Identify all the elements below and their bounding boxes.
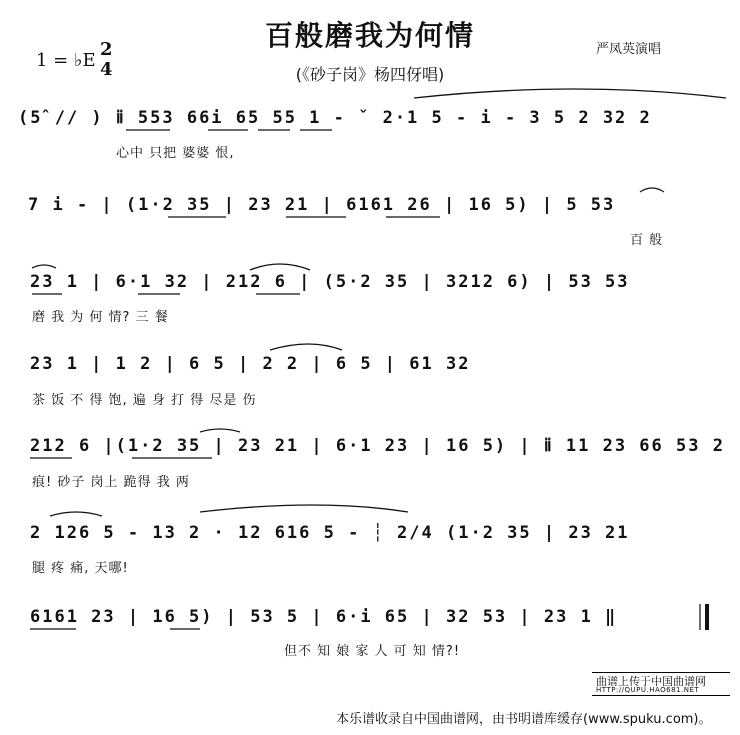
meter-top: 2 [100,39,113,60]
score-row-6-lyrics: 腿 疼 痛, 天哪! [32,561,129,576]
final-barline-thick [705,604,709,630]
slur-row4-a [270,344,342,350]
slur-row6-long [200,505,408,512]
page-title: 百般磨我为何情 [264,19,475,52]
score-row-4-lyrics: 茶 饭 不 得 饱, 遍 身 打 得 尽是 伤 [32,393,257,408]
slur-row2-a [640,188,664,192]
score-row-5-lyrics: 痕! 砂子 岗上 跪得 我 两 [32,475,190,490]
score-row-2-notes: 7 i - | (1·2 35 | 23 21 | 6161 26 | 16 5) | 5 53 [28,195,616,215]
slur-row3-b [32,265,56,268]
score-row-5-notes: 212 6 |(1·2 35 | 23 21 | 6·1 23 | 16 5) | ⅱ 11 23 66 53 2 [30,436,725,456]
score-row-6-notes: 2 126 5 - 13 2 · 12 616 5 - ┆ 2/4 (1·2 35 | 23 21 [30,523,630,543]
slur-row5-a [200,429,240,432]
score-row-2-lyrics: 百 般 [630,233,664,248]
slur-row1-long [414,89,726,98]
score-row-7-notes: 6161 23 | 16 5) | 53 5 | 6·i 65 | 32 53 | 23 1 ‖ [30,607,618,627]
score-row-1-notes: (5̂ // ) ⅱ 553 66i 65 55 1 - ˇ 2·1 5 - i - 3 5 2 32 2 [18,108,652,128]
page-subtitle: (《砂子岗》杨四伢唱) [295,65,445,84]
score-row-1-lyrics: 心中 只把 婆婆 恨, [116,146,235,161]
score-row-3-lyrics: 磨 我 为 何 情? 三 餐 [32,310,169,325]
upload-url[interactable]: HTTP://QUPU.HAO681.NET [596,686,700,694]
score-row-3-notes: 23 1 | 6·1 32 | 212 6 | (5·2 35 | 3212 6) | 53 53 [30,272,630,292]
performer-credit: 严凤英演唱 [596,42,662,57]
footer-note: 本乐谱收录自中国曲谱网，由书明谱库缓存(www.spuku.com)。 [336,712,712,727]
key-signature: 1 = ♭E [36,50,96,71]
score-row-7-lyrics: 但不 知 娘 家 人 可 知 情?! [284,644,461,659]
upload-credit: 曲谱上传于中国曲谱网 [596,675,706,688]
slur-row6-a [50,512,102,516]
slur-row3-a [250,264,310,270]
score-row-4-notes: 23 1 | 1 2 | 6 5 | 2 2 | 6 5 | 61 32 [30,354,471,374]
meter-bottom: 4 [100,59,113,80]
